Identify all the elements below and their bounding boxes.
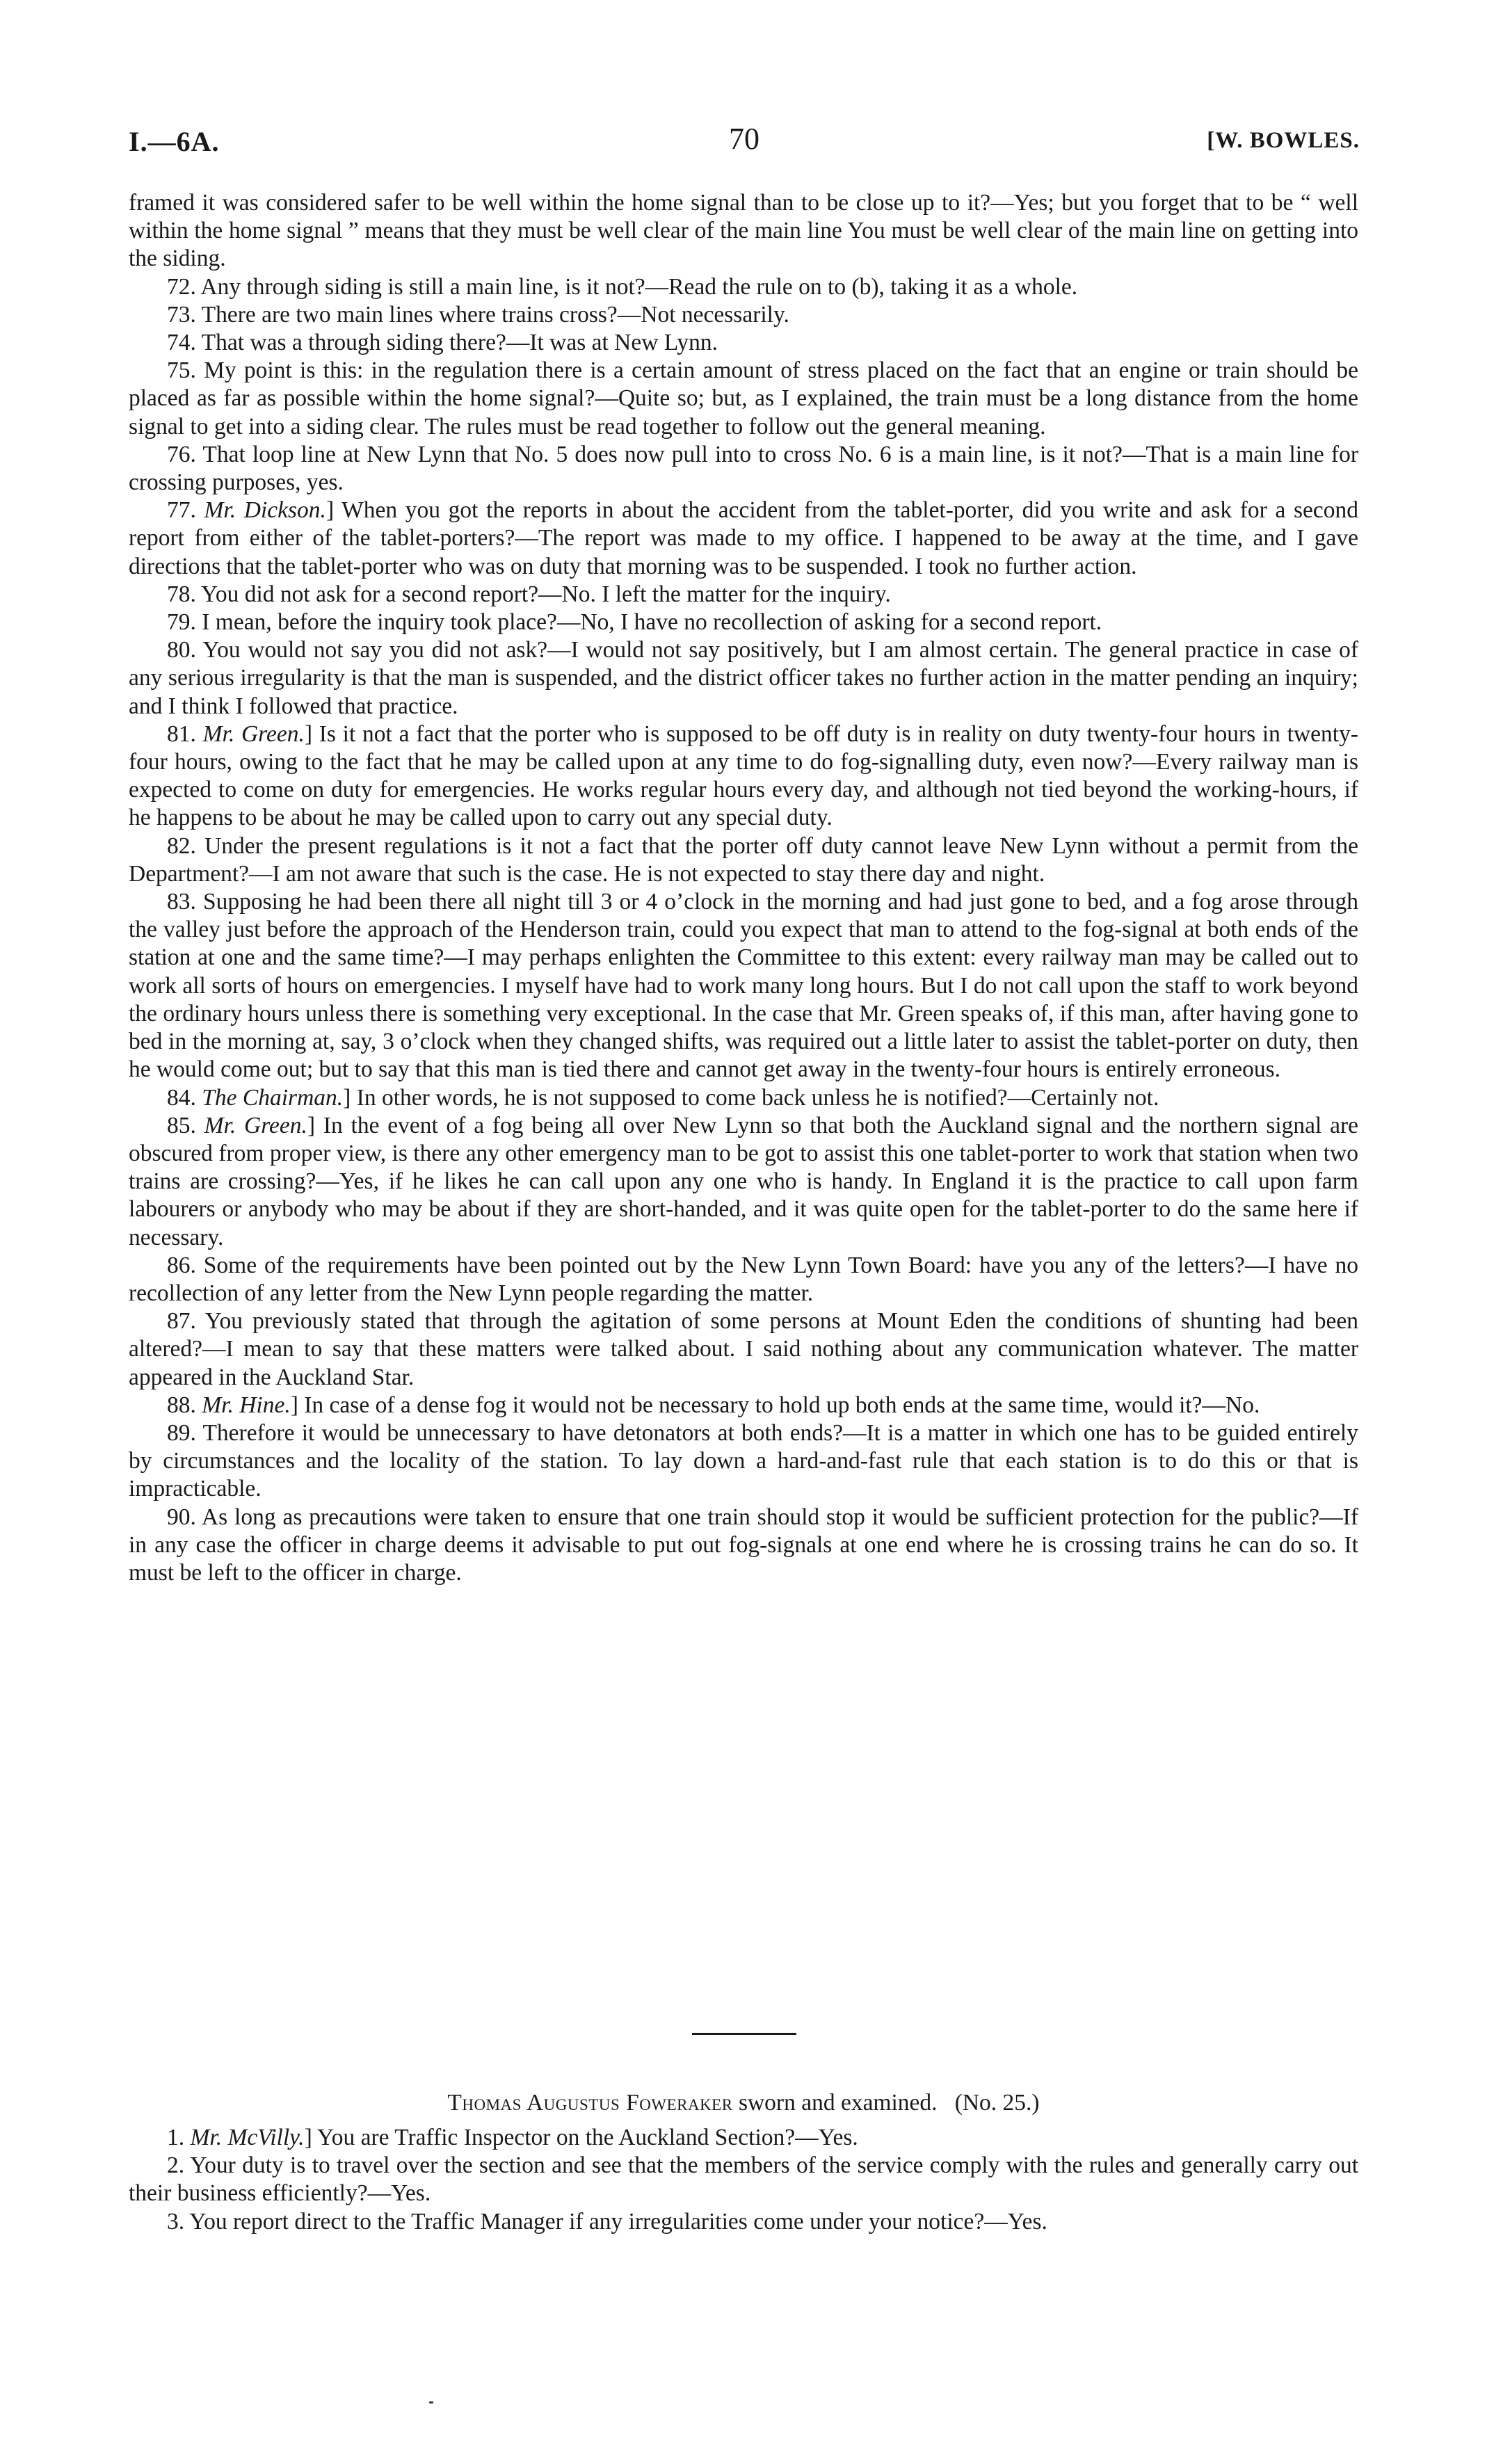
paragraph <box>129 581 1358 609</box>
paragraph: 88. Mr. Hine.] In case of a dense fog it would not be necessary to hold up both ends at the same time, would it?—No. <box>167 1392 1260 1418</box>
speaker-name: Mr. Green. <box>204 1112 307 1138</box>
paragraph-text: That was a through siding there?—It was at New Lynn. <box>201 330 718 356</box>
paragraph <box>129 609 1358 636</box>
paragraph-text: In the event of a fog being all over New Lynn so that both the Auckland signal and the northern signal are obscured from proper view, is there any other emergency man to be got to assist this one tablet-porter to work that station when two trains are crossing?—Yes, if he likes he can call upon any one who is handy. In England it is the practice to call upon farm labourers or anybody who may be about if they are short-handed, and it was quite open for the tablet-porter to do the same here if necessary. <box>129 1112 1359 1250</box>
paragraph-text: You are Traffic Inspector on the Auckland Section?—Yes. <box>316 2125 858 2150</box>
running-head-witness: [W. BOWLES. <box>1207 128 1360 153</box>
paragraph-text: Any through siding is still a main line, is it not?—Read the rule on to (b), taking it as a whole. <box>200 273 1078 300</box>
paragraph: 85. Mr. Green.] In the event of a fog being all over New Lynn so that both the Auckland signal and the northern signal are obscured from proper view, is there any other emergency man to be got to assist this one tablet-porter to work that station when two trains are crossing?—Yes, if he likes he can call upon any one who is handy. In England it is the practice to call upon farm labourers or anybody who may be about if they are short-handed, and it was quite open for the tablet-porter to do the same here if necessary. <box>129 1112 1359 1250</box>
question-number: 89. <box>167 1419 196 1446</box>
paragraph-text: In case of a dense fog it would not be necessary to hold up both ends at the same time, would it?—No. <box>304 1392 1260 1418</box>
paragraph <box>129 329 1358 357</box>
paragraph-text: Is it not a fact that the porter who is supposed to be off duty is in reality on duty twenty-four hours in twenty-four hours, owing to the fact that he may be called upon at any time to do fog-signalling duty, even now?—Every railway man is expected to come on duty for emergencies. He works regular hours every day, and although not tied beyond the working-hours, if he happens to be about he may be called upon to carry out any special duty. <box>129 720 1359 831</box>
question-number: 80. <box>167 637 196 663</box>
question-number: 79. <box>167 609 196 636</box>
paragraph <box>129 2208 1358 2236</box>
paper-speck <box>429 2401 433 2403</box>
paragraph-text: You report direct to the Traffic Manager if any irregularities come under your notice?—Yes. <box>189 2208 1047 2234</box>
question-number: 76. <box>167 441 196 467</box>
paragraph <box>129 888 1358 1084</box>
paragraph <box>129 301 1358 329</box>
question-number: 88. <box>167 1392 196 1418</box>
paragraph <box>129 636 1358 720</box>
paragraph <box>129 1252 1358 1307</box>
question-number: 83. <box>167 889 196 915</box>
question-number: 74. <box>167 330 196 356</box>
speaker-name: Mr. McVilly. <box>190 2125 305 2150</box>
paragraph-text: There are two main lines where trains cross?—Not necessarily. <box>201 301 789 328</box>
question-number: 82. <box>167 832 196 859</box>
question-number: 84. <box>167 1084 196 1111</box>
witness-status: sworn and examined. <box>738 2090 938 2116</box>
paragraph-text: In other words, he is not supposed to come back unless he is notified?—Certainly not. <box>356 1084 1159 1111</box>
witness-number: (No. 25.) <box>954 2090 1040 2116</box>
witness-heading <box>129 2089 1358 2117</box>
paragraph <box>129 273 1358 301</box>
question-number: 2. <box>167 2152 185 2179</box>
paragraph-text: When you got the reports in about the accident from the tablet-porter, did you write and ask for a second report from either of the tablet-porters?—The report was made to my office. I happened to be away at the time, and I gave directions that the tablet-porter who was on duty that morning was to be suspended. I took no further action. <box>129 497 1358 579</box>
question-number: 73. <box>167 301 196 328</box>
question-number: 90. <box>167 1504 196 1530</box>
paragraph <box>129 1419 1358 1504</box>
paragraph-text: I mean, before the inquiry took place?—No, I have no recollection of asking for a second report. <box>202 609 1102 636</box>
section-divider <box>692 2033 796 2035</box>
question-number: 85. <box>167 1112 196 1138</box>
paragraph <box>129 2152 1358 2207</box>
question-number: 75. <box>167 357 196 384</box>
paragraph-text: You did not ask for a second report?—No. I left the matter for the inquiry. <box>201 581 891 607</box>
parliamentary-paper-ref: I.—6A. <box>129 126 220 157</box>
paragraph-text: Your duty is to travel over the section and see that the members of the service comply with the rules and generally carry out their business efficiently?—Yes. <box>129 2152 1358 2207</box>
question-number: 77. <box>167 497 196 524</box>
paragraph <box>129 441 1358 497</box>
paragraph <box>129 189 1358 273</box>
page-number: 70 <box>729 122 759 156</box>
page-header <box>129 122 1360 167</box>
paragraph-text: You would not say you did not ask?—I would not say positively, but I am almost certain. The general practice in case of any serious irregularity is that the man is suspended, and the district officer takes no further action in the matter pending an inquiry; and I think I followed that practice. <box>129 637 1358 719</box>
paragraph <box>129 1504 1358 1588</box>
paragraph: 84. The Chairman.] In other words, he is not supposed to come back unless he is notified?—Certainly not. <box>167 1084 1159 1111</box>
paragraph: 77. Mr. Dickson.] When you got the reports in about the accident from the tablet-porter, did you write and ask for a second report from either of the tablet-porters?—The report was made to my office. I happened to be away at the time, and I gave directions that the tablet-porter who was on duty that morning was to be suspended. I took no further action. <box>129 497 1358 579</box>
paragraph-text: Supposing he had been there all night till 3 or 4 o’clock in the morning and had just gone to bed, and a fog arose through the valley just before the approach of the Henderson train, could you expect that man to attend to the fog-signal at both ends of the station at one and the same time?—I may perhaps enlighten the Committee to this extent: every railway man may be called out to work all sorts of hours on emergencies. I myself have had to work many long hours. But I do not call upon the staff to work beyond the ordinary hours unless there is something very exceptional. In the case that Mr. Green speaks of, if this man, after having gone to bed in the morning at, say, 3 o’clock when they changed shifts, was required out a little later to assist the tablet-porter on duty, then he would come out; but to say that this man is tied there and cannot get away in the twenty-four hours is entirely erroneous. <box>129 889 1359 1083</box>
question-number: 1. <box>167 2125 185 2150</box>
paragraph-text: Under the present regulations is it not a fact that the porter off duty cannot leave New Lynn without a permit from the Department?—I am not aware that such is the case. He is not expected to stay there day and night. <box>129 832 1358 887</box>
paragraph-text: That loop line at New Lynn that No. 5 does now pull into to cross No. 6 is a main line, is it not?—That is a main line for crossing purposes, yes. <box>129 441 1358 496</box>
paragraph-text: You previously stated that through the agitation of some persons at Mount Eden the conditions of shunting had been altered?—I mean to say that these matters were talked about. I said nothing about any communication whatever. The matter appeared in the Auckland Star. <box>129 1308 1359 1390</box>
question-number: 87. <box>167 1308 196 1335</box>
speaker-name: Mr. Hine. <box>202 1392 291 1418</box>
speaker-name: The Chairman. <box>202 1084 344 1111</box>
paragraph: 1. Mr. McVilly.] You are Traffic Inspector on the Auckland Section?—Yes. <box>167 2125 858 2150</box>
question-number: 72. <box>167 273 196 300</box>
paragraph <box>129 832 1358 888</box>
question-number: 86. <box>167 1252 196 1278</box>
paragraph <box>129 1307 1358 1392</box>
paragraph <box>129 357 1358 441</box>
evidence-body-2 <box>129 2124 1358 2236</box>
speaker-name: Mr. Dickson. <box>204 497 326 524</box>
question-number: 81. <box>167 720 196 747</box>
evidence-body <box>129 189 1358 1587</box>
paragraph-text: Some of the requirements have been pointed out by the New Lynn Town Board: have you any of the letters?—I have no recollection of any letter from the New Lynn people regarding the matter. <box>129 1252 1358 1306</box>
witness-name: Thomas Augustus Foweraker <box>447 2090 733 2116</box>
paragraph-text: framed it was considered safer to be well within the home signal than to be close up to it?—Yes; but you forget that to be “ well within the home signal ” means that they must be well clear of the main line You must be well clear of the main line on getting into the siding. <box>129 190 1358 272</box>
paragraph-text: My point is this: in the regulation there is a certain amount of stress placed on the fact that an engine or train should be placed as far as possible within the home signal?—Quite so; but, as I explained, the train must be a long distance from the home signal to get into a siding clear. The rules must be read together to follow out the general meaning. <box>129 357 1359 440</box>
paragraph: 81. Mr. Green.] Is it not a fact that the porter who is supposed to be off duty is in reality on duty twenty-four hours in twenty-four hours, owing to the fact that he may be called upon at any time to do fog-signalling duty, even now?—Every railway man is expected to come on duty for emergencies. He works regular hours every day, and although not tied beyond the working-hours, if he happens to be about he may be called upon to carry out any special duty. <box>129 720 1359 831</box>
paragraph-text: Therefore it would be unnecessary to have detonators at both ends?—It is a matter in which one has to be guided entirely by circumstances and the locality of the station. To lay down a hard-and-fast rule that each station is to do this or that is impracticable. <box>129 1419 1358 1502</box>
question-number: 3. <box>167 2208 185 2234</box>
question-number: 78. <box>167 581 196 607</box>
speaker-name: Mr. Green. <box>202 720 305 747</box>
paragraph-text: As long as precautions were taken to ensure that one train should stop it would be sufficient protection for the public?—If in any case the officer in charge deems it advisable to put out fog-signals at one end where he is crossing trains he can do so. It must be left to the officer in charge. <box>129 1504 1358 1586</box>
